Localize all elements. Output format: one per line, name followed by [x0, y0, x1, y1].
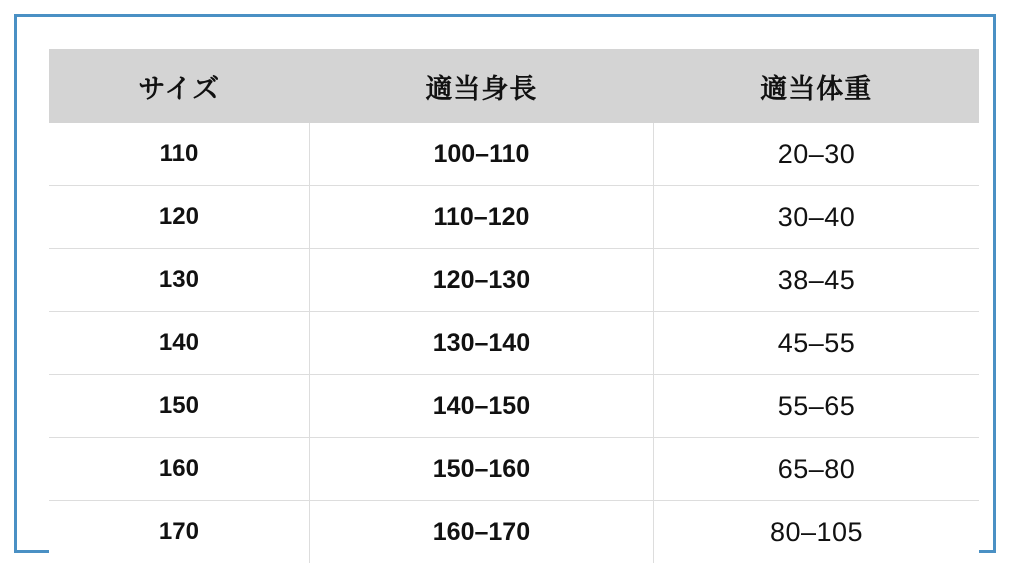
- cell-height: 120–130: [309, 249, 653, 312]
- cell-height: 130–140: [309, 312, 653, 375]
- cell-weight: 80–105: [653, 501, 979, 564]
- table-row: [49, 438, 979, 501]
- table-row: [49, 312, 979, 375]
- cell-weight: 45–55: [653, 312, 979, 375]
- cell-height: 150–160: [309, 438, 653, 501]
- size-chart-container: [49, 49, 979, 545]
- table-row: [49, 249, 979, 312]
- table-row: [49, 186, 979, 249]
- blue-border-frame: [14, 14, 996, 553]
- cell-height: 140–150: [309, 375, 653, 438]
- cell-weight: 55–65: [653, 375, 979, 438]
- table-header-row: [49, 49, 979, 123]
- table-row: [49, 501, 979, 564]
- cell-size: 140: [49, 312, 309, 375]
- cell-height: 100–110: [309, 123, 653, 186]
- cell-size: 160: [49, 438, 309, 501]
- cell-size: 120: [49, 186, 309, 249]
- column-header-height: 適当身長: [309, 49, 653, 123]
- table-body: [49, 123, 979, 563]
- table-row: [49, 375, 979, 438]
- cell-size: 110: [49, 123, 309, 186]
- cell-size: 150: [49, 375, 309, 438]
- cell-weight: 30–40: [653, 186, 979, 249]
- size-chart-table: [49, 49, 979, 563]
- cell-size: 170: [49, 501, 309, 564]
- cell-weight: 38–45: [653, 249, 979, 312]
- cell-weight: 20–30: [653, 123, 979, 186]
- cell-height: 110–120: [309, 186, 653, 249]
- column-header-weight: 適当体重: [653, 49, 979, 123]
- cell-height: 160–170: [309, 501, 653, 564]
- table-row: [49, 123, 979, 186]
- cell-size: 130: [49, 249, 309, 312]
- column-header-size: サイズ: [49, 49, 309, 123]
- table-header: [49, 49, 979, 123]
- cell-weight: 65–80: [653, 438, 979, 501]
